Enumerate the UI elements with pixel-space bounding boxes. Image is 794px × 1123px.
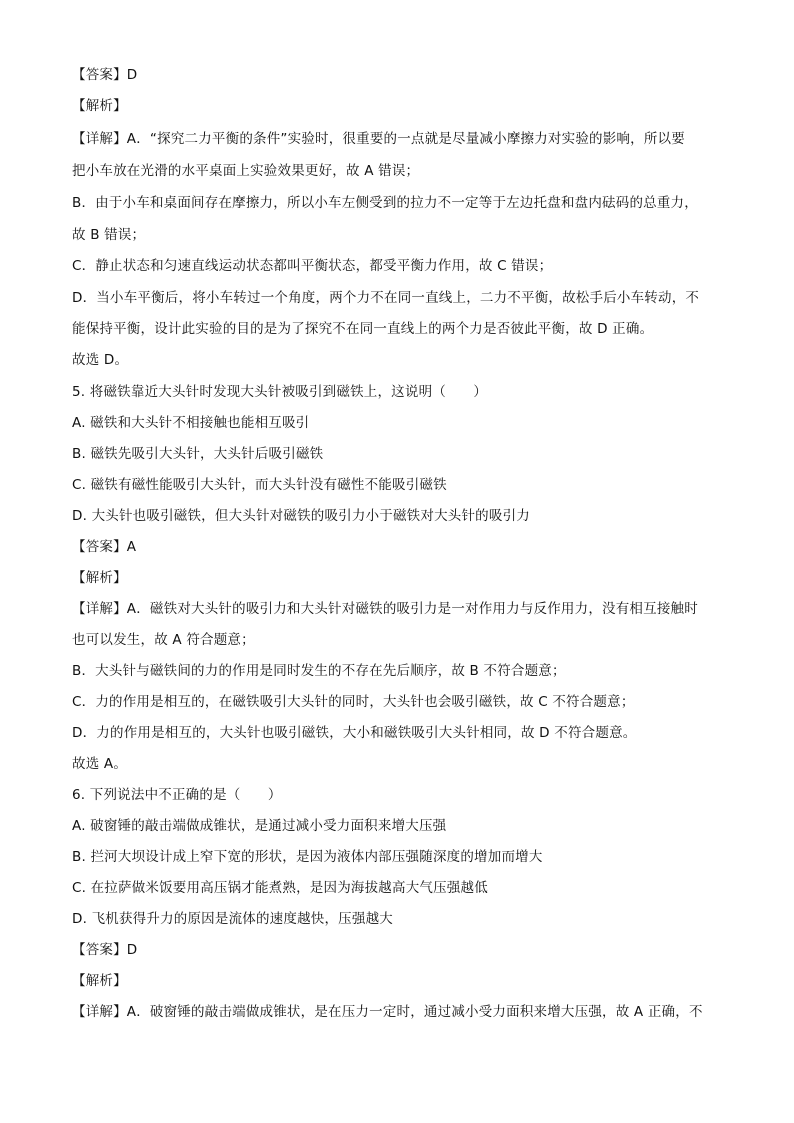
detail-line: B．由于小车和桌面间存在摩擦力，所以小车左侧受到的拉力不一定等于左边托盘和盘内砝码的总重力， [72,195,698,211]
detail-line: 故 B 错误； [72,227,146,243]
conclusion-line: 故选 A。 [72,756,128,772]
detail-line: 能保持平衡，设计此实验的目的是为了探究不在同一直线上的两个力是否彼此平衡，故 D 正确。 [72,321,654,337]
option-d: D. 大头针也吸引磁铁，但大头针对磁铁的吸引力小于磁铁对大头针的吸引力 [72,508,530,524]
detail-line: 【详解】A．磁铁对大头针的吸引力和大头针对磁铁的吸引力是一对作用力与反作用力，没有相互接触时 [72,601,698,617]
question-stem: 5. 将磁铁靠近大头针时发现大头针被吸引到磁铁上，这说明（ ） [72,384,488,400]
option-c: C. 磁铁有磁性能吸引大头针，而大头针没有磁性不能吸引磁铁 [72,477,447,493]
question-stem: 6. 下列说法中不正确的是（ ） [72,787,282,803]
option-a: A. 磁铁和大头针不相接触也能相互吸引 [72,415,310,431]
detail-line: B．大头针与磁铁间的力的作用是同时发生的不存在先后顺序，故 B 不符合题意； [72,663,566,679]
option-b: B. 拦河大坝设计成上窄下宽的形状，是因为液体内部压强随深度的增加而增大 [72,849,543,865]
detail-line: 也可以发生，故 A 符合题意； [72,632,255,648]
detail-line: C．力的作用是相互的，在磁铁吸引大头针的同时，大头针也会吸引磁铁，故 C 不符合题意； [72,694,635,710]
analysis-label: 【解析】 [72,98,127,114]
detail-line: C．静止状态和匀速直线运动状态都叫平衡状态，都受平衡力作用，故 C 错误； [72,258,553,274]
analysis-label: 【解析】 [72,973,127,989]
detail-line: D．当小车平衡后，将小车转过一个角度，两个力不在同一直线上，二力不平衡，故松手后小车转动，不 [72,290,700,306]
conclusion-line: 故选 D。 [72,352,129,368]
detail-line: D．力的作用是相互的，大头针也吸引磁铁，大小和磁铁吸引大头针相同，故 D 不符合题意。 [72,725,637,741]
option-a: A. 破窗锤的敲击端做成锥状，是通过减小受力面积来增大压强 [72,818,447,834]
option-b: B. 磁铁先吸引大头针，大头针后吸引磁铁 [72,446,324,462]
detail-line: 【详解】A．“探究二力平衡的条件”实验时，很重要的一点就是尽量减小摩擦力对实验的影响，所以要 [72,131,685,147]
detail-line: 把小车放在光滑的水平桌面上实验效果更好，故 A 错误； [72,163,420,179]
answer-label: 【答案】D [72,942,138,958]
detail-line: 【详解】A．破窗锤的敲击端做成锥状，是在压力一定时，通过减小受力面积来增大压强，故 A 正确，不 [72,1004,703,1020]
option-d: D. 飞机获得升力的原因是流体的速度越快，压强越大 [72,911,393,927]
answer-label: 【答案】D [72,67,138,83]
analysis-label: 【解析】 [72,570,127,586]
answer-label: 【答案】A [72,539,137,555]
option-c: C. 在拉萨做米饭要用高压锅才能煮熟，是因为海拔越高大气压强越低 [72,880,488,896]
